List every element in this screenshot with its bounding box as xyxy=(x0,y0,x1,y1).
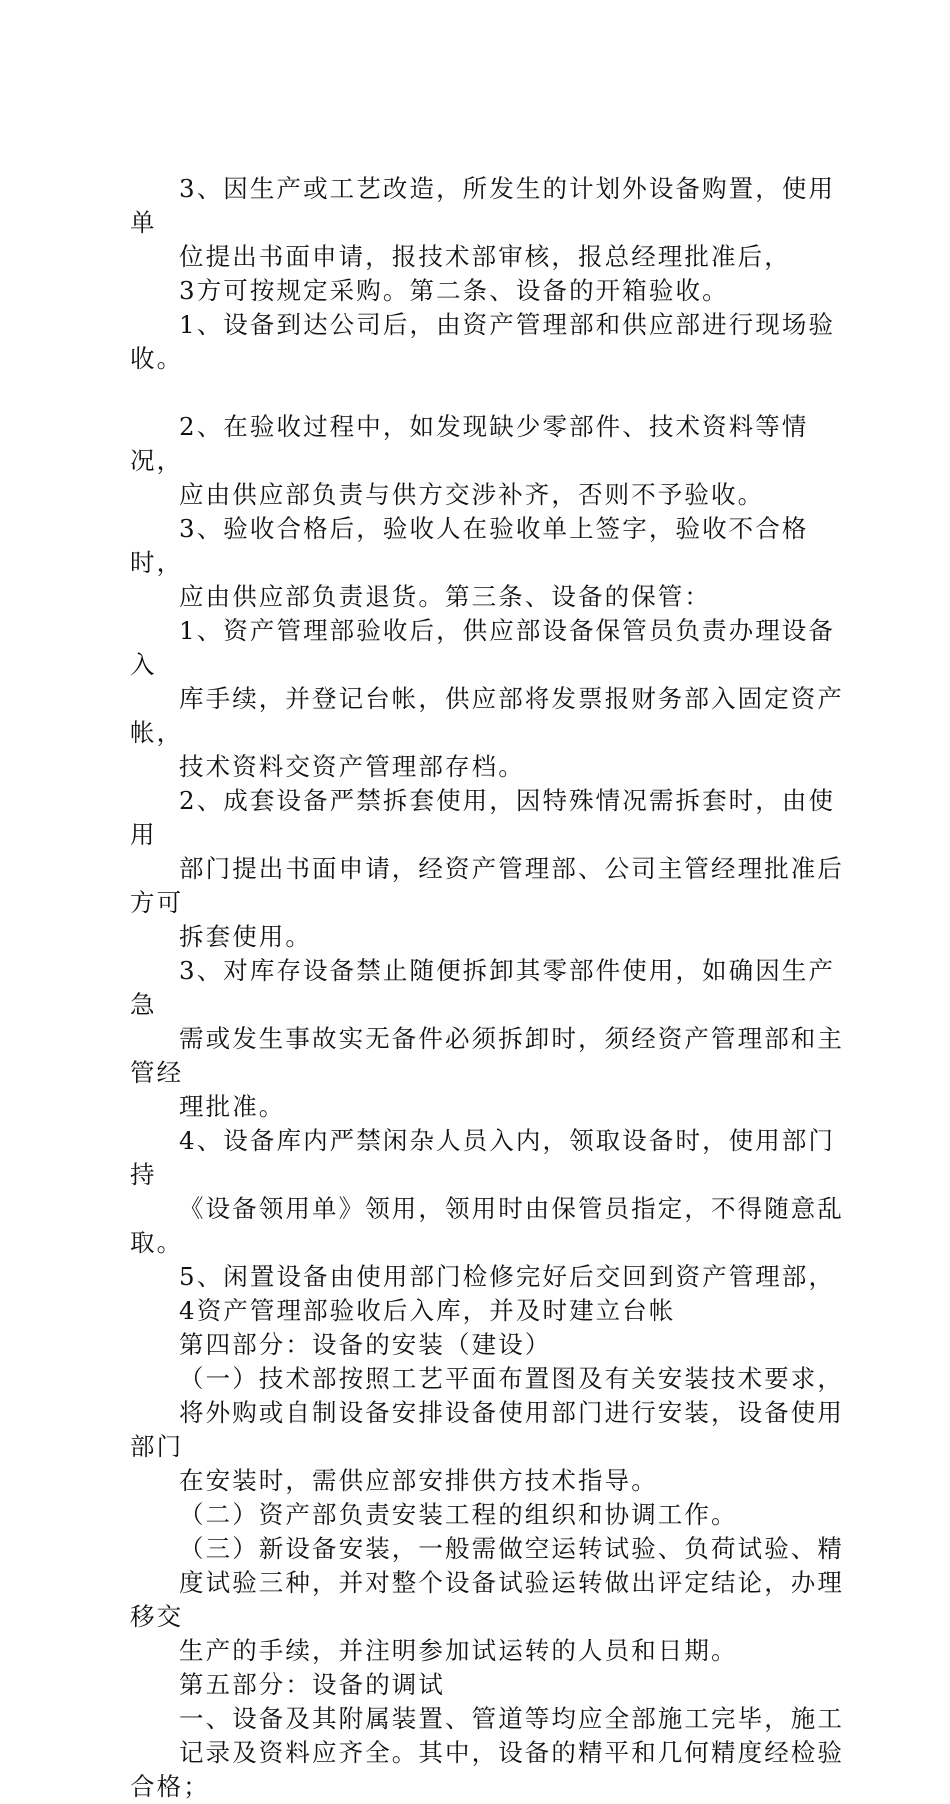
paragraph-storage-item-1: 1、资产管理部验收后，供应部设备保管员负责办理设备入 库手续，并登记台帐，供应部将发票报财务部入固定资产帐， 技术资料交资产管理部存档。 xyxy=(130,616,844,781)
paragraph-inspection-item-3: 3、验收合格后，验收人在验收单上签字，验收不合格时， 应由供应部负责退货。第三条、设备的保管： xyxy=(130,514,809,611)
paragraph-procurement-item-3: 3、因生产或工艺改造，所发生的计划外设备购置，使用单 位提出书面申请，报技术部审核，报总经理批准后， xyxy=(130,174,836,271)
paragraph-procurement-note: 3方可按规定采购。第二条、设备的开箱验收。 xyxy=(179,276,729,305)
paragraph-storage-note: 4资产管理部验收后入库，并及时建立台帐 xyxy=(179,1296,676,1325)
paragraph-installation-item-2: （二）资产部负责安装工程的组织和协调工作。 xyxy=(179,1500,738,1529)
paragraph-storage-item-3: 3、对库存设备禁止随便拆卸其零部件使用，如确因生产急 需或发生事故实无备件必须拆卸时，须经资产管理部和主管经 理批准。 xyxy=(130,956,844,1121)
paragraph-commissioning-item-1: 一、设备及其附属装置、管道等均应全部施工完毕，施工 记录及资料应齐全。其中，设备的精平和几何精度经检验合格； xyxy=(130,1704,844,1801)
paragraph-storage-item-2: 2、成套设备严禁拆套使用，因特殊情况需拆套时，由使用 部门提出书面申请，经资产管理部、公司主管经理批准后方可 拆套使用。 xyxy=(130,786,844,951)
paragraph-installation-item-3: （三）新设备安装，一般需做空运转试验、负荷试验、精 度试验三种，并对整个设备试验运转做出评定结论，办理移交 生产的手续，并注明参加试运转的人员和日期。 xyxy=(130,1534,844,1665)
paragraph-inspection-item-1: 1、设备到达公司后，由资产管理部和供应部进行现场验收。 xyxy=(130,310,836,373)
paragraph-storage-item-4: 4、设备库内严禁闲杂人员入内，领取设备时，使用部门持 《设备领用单》领用，领用时由保管员指定，不得随意乱取。 xyxy=(130,1126,844,1257)
paragraph-storage-item-5: 5、闲置设备由使用部门检修完好后交回到资产管理部， xyxy=(179,1262,836,1291)
paragraph-inspection-item-2: 2、在验收过程中，如发现缺少零部件、技术资料等情况， 应由供应部负责与供方交涉补齐，否则不予验收。 xyxy=(130,412,809,509)
section-heading-installation: 第四部分：设备的安装（建设） xyxy=(179,1330,552,1359)
paragraph-installation-item-1: （一）技术部按照工艺平面布置图及有关安装技术要求， 将外购或自制设备安排设备使用部门进行安装，设备使用部门 在安装时，需供应部安排供方技术指导。 xyxy=(130,1364,844,1495)
document-body xyxy=(130,172,850,1804)
section-heading-commissioning: 第五部分：设备的调试 xyxy=(179,1670,445,1699)
